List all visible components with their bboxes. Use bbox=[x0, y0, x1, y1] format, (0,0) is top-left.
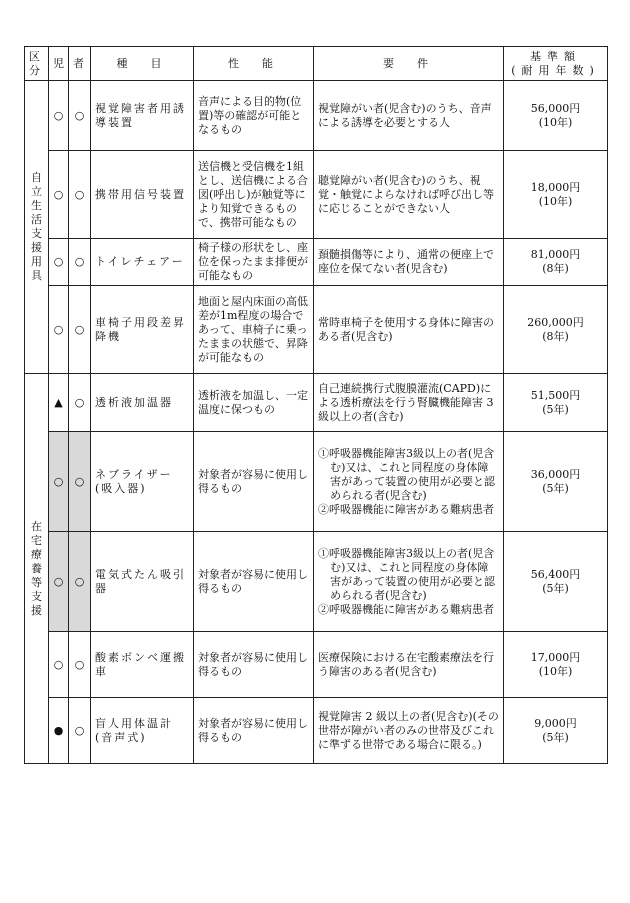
item-name: 透析液加温器 bbox=[91, 374, 194, 432]
base-amount: 260,000円 (8年) bbox=[504, 286, 608, 374]
base-amount: 51,500円 (5年) bbox=[504, 374, 608, 432]
sha-mark: ○ bbox=[69, 239, 91, 286]
table-row bbox=[25, 532, 608, 632]
category-jiritsu: 自 立 生 活 支 援 用 具 bbox=[25, 81, 49, 374]
requirement: 聴覚障がい者(児含む)のうち、視覚・触覚によらなければ呼び出し等に応じることができない人 bbox=[314, 151, 504, 239]
category-zaitaku: 在 宅 療 養 等 支 援 bbox=[25, 374, 49, 764]
header-row bbox=[25, 47, 608, 81]
sha-mark: ○ bbox=[69, 374, 91, 432]
performance: 地面と屋内床面の高低差が1m程度の場合であって、車椅子に乗ったままの状態で、昇降が可能なもの bbox=[194, 286, 314, 374]
table-row bbox=[25, 632, 608, 698]
item-name: 電気式たん吸引器 bbox=[91, 532, 194, 632]
item-name: 携帯用信号装置 bbox=[91, 151, 194, 239]
ji-mark: ○ bbox=[49, 239, 69, 286]
table-row bbox=[25, 698, 608, 764]
base-amount: 56,400円 (5年) bbox=[504, 532, 608, 632]
performance: 音声による目的物(位置)等の確認が可能となるもの bbox=[194, 81, 314, 151]
sha-mark: ○ bbox=[69, 532, 91, 632]
requirement: 自己連続携行式腹膜灌流(CAPD)による透析療法を行う腎臓機能障害 3 級以上の者(含む) bbox=[314, 374, 504, 432]
requirement: ①呼吸器機能障害3級以上の者(児含む)又は、これと同程度の身体障害があって装置の使用が必要と認められる者(児含む) ②呼吸器機能に障害がある難病患者 bbox=[314, 432, 504, 532]
header-kubun: 区 分 bbox=[25, 47, 49, 81]
sha-mark: ○ bbox=[69, 81, 91, 151]
ji-mark: ○ bbox=[49, 81, 69, 151]
base-amount: 81,000円 (8年) bbox=[504, 239, 608, 286]
base-amount: 56,000円 (10年) bbox=[504, 81, 608, 151]
sha-mark: ○ bbox=[69, 151, 91, 239]
table-row bbox=[25, 239, 608, 286]
ji-mark: ○ bbox=[49, 632, 69, 698]
item-name: 盲人用体温計(音声式) bbox=[91, 698, 194, 764]
header-yoken: 要 件 bbox=[314, 47, 504, 81]
table-row bbox=[25, 286, 608, 374]
equipment-table bbox=[24, 46, 608, 764]
header-kijun: 基準額 (耐用年数) bbox=[504, 47, 608, 81]
base-amount: 36,000円 (5年) bbox=[504, 432, 608, 532]
performance: 対象者が容易に使用し得るもの bbox=[194, 432, 314, 532]
base-amount: 9,000円 (5年) bbox=[504, 698, 608, 764]
performance: 透析液を加温し、一定温度に保つもの bbox=[194, 374, 314, 432]
base-amount: 17,000円 (10年) bbox=[504, 632, 608, 698]
performance: 対象者が容易に使用し得るもの bbox=[194, 532, 314, 632]
table-row bbox=[25, 151, 608, 239]
sha-mark: ○ bbox=[69, 632, 91, 698]
ji-mark: ○ bbox=[49, 532, 69, 632]
item-name: 車椅子用段差昇降機 bbox=[91, 286, 194, 374]
ji-mark: ▲ bbox=[49, 374, 69, 432]
performance: 送信機と受信機を1組とし、送信機による合図(呼出し)が触覚等により知覚できるもので、携帯可能なもの bbox=[194, 151, 314, 239]
requirement: 常時車椅子を使用する身体に障害のある者(児含む) bbox=[314, 286, 504, 374]
item-name: 酸素ボンベ運搬車 bbox=[91, 632, 194, 698]
sha-mark: ○ bbox=[69, 698, 91, 764]
table-row bbox=[25, 432, 608, 532]
table-row bbox=[25, 374, 608, 432]
item-name: ネブライザー(吸入器) bbox=[91, 432, 194, 532]
requirement: ①呼吸器機能障害3級以上の者(児含む)又は、これと同程度の身体障害があって装置の使用が必要と認められる者(児含む) ②呼吸器機能に障害がある難病患者 bbox=[314, 532, 504, 632]
performance: 椅子様の形状をし、座位を保ったまま排便が可能なもの bbox=[194, 239, 314, 286]
sha-mark: ○ bbox=[69, 286, 91, 374]
ji-mark: ○ bbox=[49, 151, 69, 239]
requirement: 視覚障がい者(児含む)のうち、音声による誘導を必要とする人 bbox=[314, 81, 504, 151]
ji-mark: ● bbox=[49, 698, 69, 764]
requirement: 視覚障害 2 級以上の者(児含む)(その世帯が障がい者のみの世帯及びこれに準ずる世帯である場合に限る。) bbox=[314, 698, 504, 764]
performance: 対象者が容易に使用し得るもの bbox=[194, 698, 314, 764]
table-row bbox=[25, 81, 608, 151]
item-name: トイレチェアー bbox=[91, 239, 194, 286]
base-amount: 18,000円 (10年) bbox=[504, 151, 608, 239]
header-seino: 性 能 bbox=[194, 47, 314, 81]
item-name: 視覚障害者用誘導装置 bbox=[91, 81, 194, 151]
performance: 対象者が容易に使用し得るもの bbox=[194, 632, 314, 698]
header-sha: 者 bbox=[69, 47, 91, 81]
requirement: 医療保険における在宅酸素療法を行う障害のある者(児含む) bbox=[314, 632, 504, 698]
sha-mark: ○ bbox=[69, 432, 91, 532]
header-ji: 児 bbox=[49, 47, 69, 81]
requirement: 頚髄損傷等により、通常の便座上で座位を保てない者(児含む) bbox=[314, 239, 504, 286]
ji-mark: ○ bbox=[49, 432, 69, 532]
ji-mark: ○ bbox=[49, 286, 69, 374]
header-shumoku: 種 目 bbox=[91, 47, 194, 81]
